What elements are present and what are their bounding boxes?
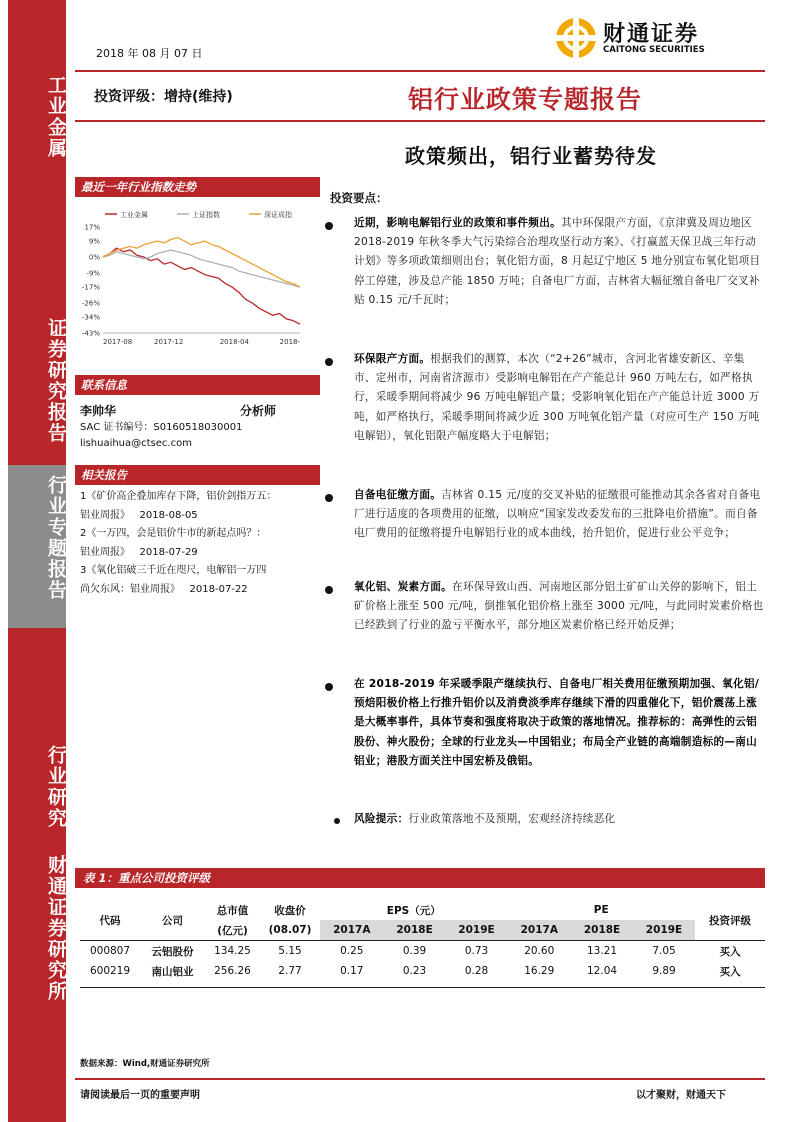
- col-mktcap-unit: (亿元): [217, 924, 248, 937]
- y-tick-label: -34%: [81, 313, 100, 322]
- cell-company: 南山铝业: [151, 965, 194, 978]
- cell-mktcap: 134.25: [214, 945, 251, 957]
- x-tick-label: 2017-12: [154, 338, 184, 346]
- cell-pe: 16.29: [524, 965, 555, 977]
- col-price-date: (08.07): [268, 924, 312, 936]
- legend-label: 工业金属: [120, 211, 148, 219]
- col-price: 收盘价: [274, 904, 306, 917]
- points-title: 投资要点：: [330, 191, 388, 205]
- logo-cn: 财通证券: [603, 22, 700, 47]
- year-header: 2017A: [320, 920, 384, 941]
- sidebar-report-type: 证券研究报告: [45, 318, 67, 444]
- related-item-1[interactable]: [80, 488, 325, 525]
- point-2: [354, 350, 766, 446]
- header-rule: [75, 70, 765, 72]
- section-index-trend: 最近一年行业指数走势: [75, 177, 320, 197]
- point-4-text: 在环保导致山西、河南地区部分铝土矿矿山关停的影响下，铝土矿价格上涨至 500 元/吨，倒推氧化铝价格上涨至 3000 元/吨，与此同时炭素价格也已经跌到了行业的盈亏平衡水平，部分地区炭素价格已经开始反弹；: [354, 581, 764, 632]
- point-2-lead: 环保限产方面。: [354, 353, 431, 365]
- col-pe: PE: [593, 904, 609, 916]
- col-rating: 投资评级: [709, 914, 751, 927]
- y-tick-label: 9%: [88, 237, 100, 246]
- col-eps: EPS（元）: [386, 904, 441, 917]
- cell-price: 5.15: [278, 945, 302, 957]
- bullet-icon: [325, 358, 333, 366]
- bullet-icon: [325, 683, 333, 691]
- cell-price: 2.77: [278, 965, 302, 977]
- related-item-date: 2018-07-29: [139, 546, 198, 558]
- cell-code: 000807: [89, 945, 131, 957]
- point-1-text: 其中环保限产方面，《京津冀及周边地区 2018-2019 年秋冬季大气污染综合治理攻坚行动方案》、《打赢蓝天保卫战三年行动计划》等多项政策细则出台；氧化铝方面，8 月起辽宁地区 5 地分别宣布氧化铝项目停工停建，涉及总产能 1850 万吨；自备电厂方面，吉林省大幅征缴自备电厂交叉补贴 0.15 元/千瓦时；: [354, 217, 761, 306]
- table-bottom-rule: [80, 987, 765, 988]
- analyst-role: 分析师: [240, 404, 277, 418]
- cell-mktcap: 256.26: [214, 965, 251, 977]
- x-tick-label: 2018-04: [219, 338, 249, 346]
- point-5: 在 2018-2019 年采暖季限产继续执行、自备电厂相关费用征缴预期加强、氧化铝/预焙阳极价格上行推升铝价以及消费淡季库存继续下滑的四重催化下，铝价震荡上涨是大概率事件，具体节奏和强度将取决于政策的落地情况。推荐标的：高弹性的云铝股份、神火股份；全球的行业龙头—中国铝业；布局全产业链的高端制造标的—南山铝业；港股方面关注中国宏桥及俄铝。: [354, 678, 760, 767]
- data-source: 数据来源：Wind,财通证券研究所: [80, 1059, 210, 1069]
- related-item-title: 3《氧化铝破三千近在咫尺，电解铝一万四: [80, 565, 267, 576]
- risk-lead: 风险提示：: [354, 813, 409, 825]
- bullet-icon: [325, 586, 333, 594]
- related-item-title-cont: 尚欠东风：铝业周报》: [80, 583, 180, 595]
- cell-eps: 0.25: [340, 945, 364, 957]
- sidebar-institute: 财通证券研究所: [45, 855, 67, 1002]
- related-item-3[interactable]: [80, 562, 325, 599]
- year-header: 2018E: [384, 920, 446, 941]
- analyst-name: 李帅华: [80, 404, 117, 418]
- y-tick-label: -17%: [81, 283, 100, 292]
- point-4: [354, 578, 766, 636]
- sidebar-report-kind: 行业专题报告: [45, 475, 67, 601]
- sidebar-research: 行业研究: [45, 745, 67, 829]
- year-header: 2019E: [446, 920, 508, 941]
- logo-icon: [555, 17, 597, 59]
- title-rule: [75, 120, 765, 122]
- risk-note: [354, 810, 766, 829]
- cell-code: 600219: [89, 965, 131, 977]
- footer-disclaimer: 请阅读最后一页的重要声明: [80, 1090, 200, 1101]
- stock-rating-table: [80, 900, 765, 981]
- x-tick-label: 2018-: [279, 338, 300, 346]
- cell-eps: 0.39: [402, 945, 427, 957]
- year-header: 2019E: [633, 920, 695, 941]
- cell-eps: 0.28: [464, 965, 489, 977]
- cell-eps: 0.17: [340, 965, 364, 977]
- related-item-title: 2《一万四，会是铝价牛市的新起点吗？：: [80, 528, 267, 539]
- point-1: [354, 214, 766, 310]
- analyst-email[interactable]: lishuaihua@ctsec.com: [80, 438, 192, 449]
- legend-label: 深证成指: [264, 211, 292, 219]
- report-title: 铝行业政策专题报告: [408, 85, 643, 114]
- report-date: 2018 年 08 月 07 日: [96, 47, 203, 60]
- company-logo: [555, 17, 745, 61]
- analyst-cert: SAC 证书编号：S0160518030001: [80, 422, 243, 433]
- logo-en: CAITONG SECURITIES: [603, 45, 705, 55]
- footer-slogan: 以才聚财，财通天下: [636, 1090, 726, 1101]
- rating: 投资评级：增持(维持): [94, 89, 233, 105]
- report-subtitle: 政策频出，铝行业蓄势待发: [405, 144, 657, 168]
- y-tick-label: 0%: [88, 253, 100, 262]
- point-2-text: 根据我们的测算，本次（“2+26”城市，含河北省雄安新区、辛集市、定州市，河南省济源市）受影响电解铝在产产能总计 960 万吨左右，如严格执行，采暖季期间将减少 96 万吨电解铝产量；受影响氧化铝在产产能总计近 3000 万吨，如严格执行，采暖季期间将减少近 300 万吨氧化铝产量（对应可生产 150 万吨电解铝），氧化铝限产幅度略大于电解铝；: [354, 353, 760, 442]
- cell-rating: 买入: [719, 965, 741, 978]
- sidebar: [8, 0, 66, 1122]
- bullet-icon: [334, 818, 340, 824]
- cell-eps: 0.23: [402, 965, 427, 977]
- related-item-title-cont: 铝业周报》: [80, 546, 130, 558]
- point-1-lead: 近期，影响电解铝行业的政策和事件频出。: [354, 217, 561, 229]
- cell-pe: 7.05: [652, 945, 676, 957]
- year-header: 2017A: [507, 920, 571, 941]
- table-title: 表 1：重点公司投资评级: [75, 868, 765, 888]
- col-mktcap: 总市值: [216, 904, 249, 917]
- related-item-date: 2018-08-05: [139, 509, 198, 521]
- x-tick-label: 2017-08: [103, 338, 133, 346]
- related-item-2[interactable]: [80, 525, 325, 562]
- cell-pe: 9.89: [652, 965, 676, 977]
- footer-rule: [75, 1078, 765, 1080]
- related-list: [80, 488, 325, 599]
- table-row: [80, 961, 765, 981]
- series-line: [103, 250, 300, 287]
- point-3-text: 吉林省 0.15 元/度的交叉补贴的征缴很可能推动其余各省对自备电厂进行适度的各项费用的征缴，以响应“国家发改委发布的三批降电价措施”。而自备电厂费用的征缴将提升电解铝行业的成本曲线，抬升铝价，促进行业公平竞争；: [354, 489, 761, 540]
- legend-label: 上证指数: [192, 211, 220, 219]
- risk-text: 行业政策落地不及预期，宏观经济持续恶化: [408, 813, 616, 825]
- related-item-title: 1《矿价高企叠加库存下降，铝价剑指万五：: [80, 491, 277, 502]
- section-related: 相关报告: [75, 465, 320, 485]
- y-tick-label: -26%: [81, 299, 100, 308]
- cell-company: 云铝股份: [151, 945, 194, 958]
- cell-eps: 0.73: [464, 945, 489, 957]
- cell-rating: 买入: [719, 945, 741, 958]
- col-code: 代码: [99, 914, 121, 927]
- sidebar-category: 工业金属: [45, 75, 67, 159]
- cell-pe: 13.21: [587, 945, 618, 957]
- year-header: 2018E: [571, 920, 633, 941]
- y-tick-label: -43%: [81, 329, 100, 338]
- point-4-lead: 氧化铝、炭素方面。: [354, 581, 453, 593]
- point-3-lead: 自备电征缴方面。: [354, 489, 442, 501]
- section-contact: 联系信息: [75, 375, 320, 395]
- related-item-date: 2018-07-22: [189, 583, 248, 595]
- related-item-title-cont: 铝业周报》: [80, 509, 130, 521]
- table-header-row: [80, 900, 765, 920]
- col-company: 公司: [162, 914, 183, 927]
- bullet-icon: [325, 494, 333, 502]
- point-3: [354, 486, 766, 544]
- y-tick-label: 17%: [84, 223, 100, 232]
- table-row: [80, 941, 765, 962]
- cell-pe: 12.04: [587, 965, 618, 977]
- y-tick-label: -9%: [86, 269, 100, 278]
- cell-pe: 20.60: [524, 945, 555, 957]
- bullet-icon: [325, 222, 333, 230]
- index-chart: [75, 205, 320, 353]
